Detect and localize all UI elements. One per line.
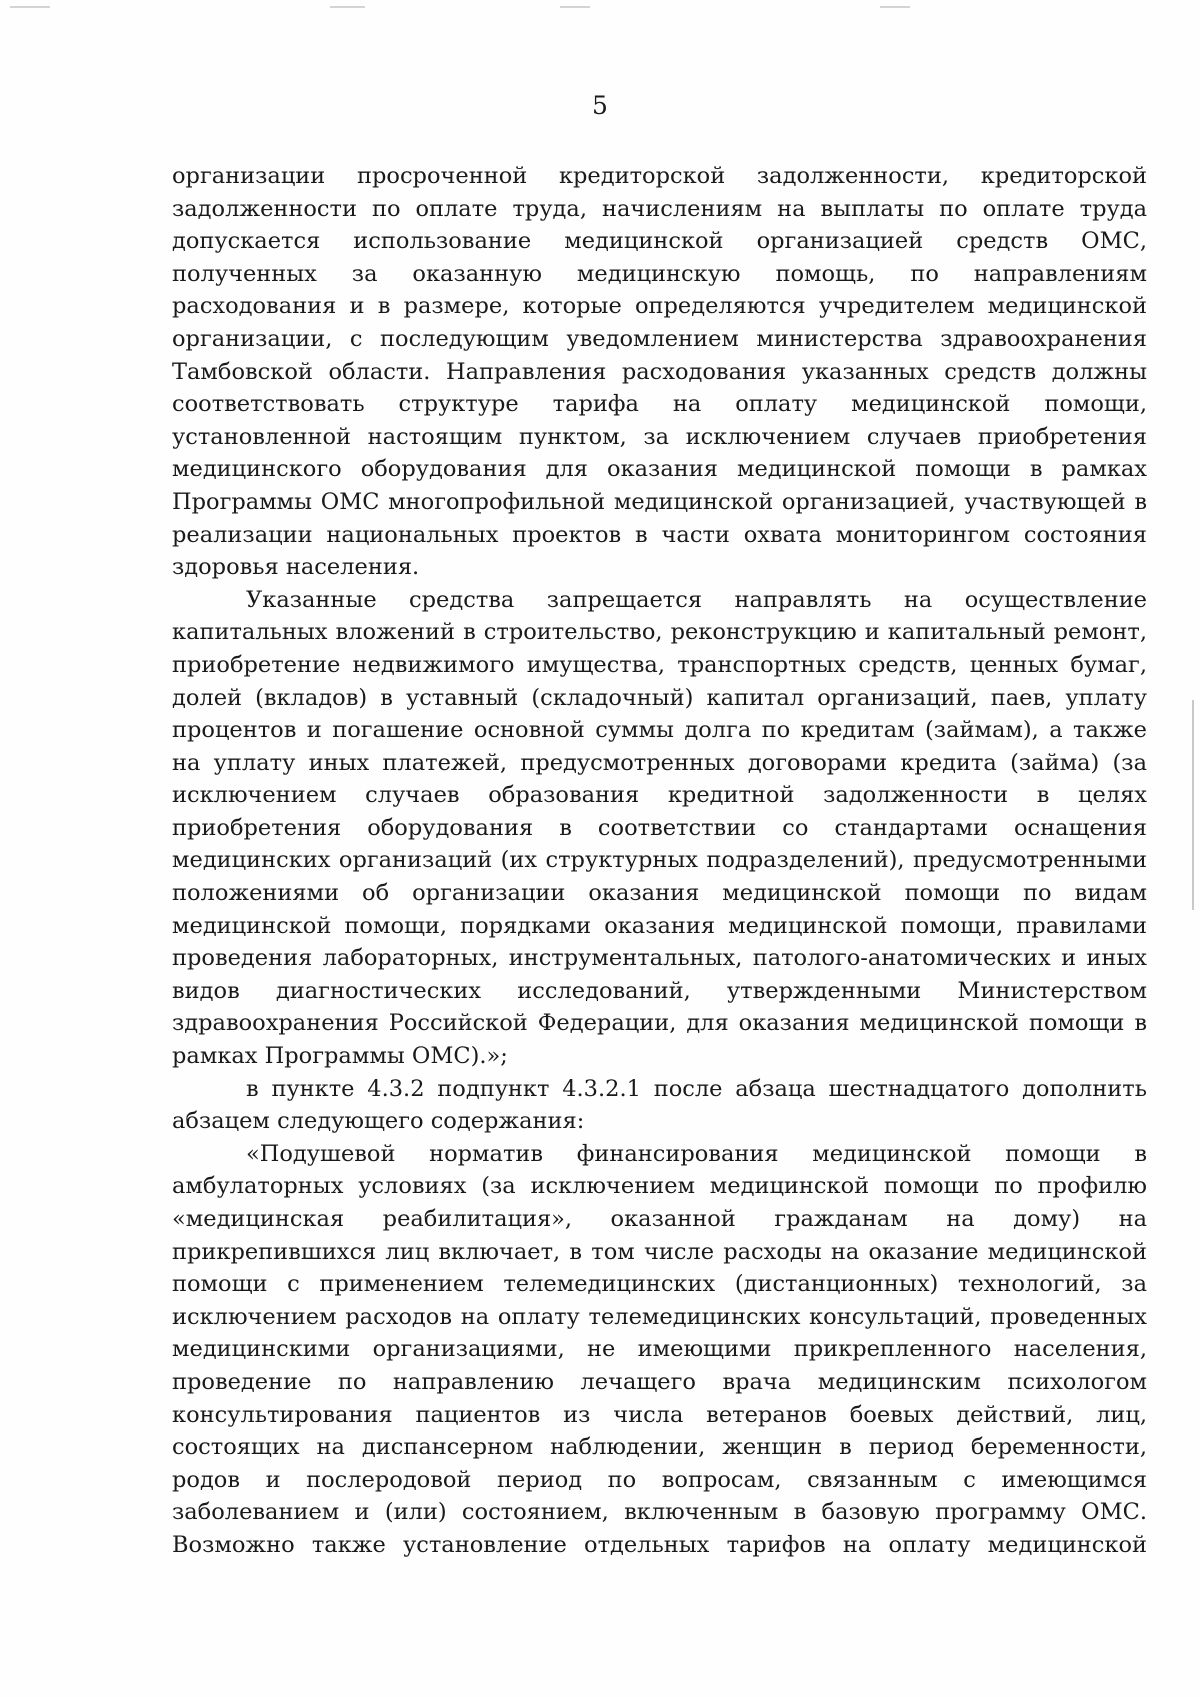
scan-artifact bbox=[560, 6, 590, 8]
page-number: 5 bbox=[592, 91, 608, 120]
paragraph-continuation: организации просроченной кредиторской задолженности, кредиторской задолженности по оплате труда, начислениям на выплаты по оплате труда допускается использование медицинской организацией средств ОМС, полученных за оказанную медицинскую помощь, по направлениям расходования и в размере, которые определяются учредителем медицинской организации, с последующим уведомлением министерства здравоохранения Тамбовской области. Направления расходования указанных средств должны соответствовать структуре тарифа на оплату медицинской помощи, установленной настоящим пунктом, за исключением случаев приобретения медицинского оборудования для оказания медицинской помощи в рамках Программы ОМС многопрофильной медицинской организацией, участвующей в реализации национальных проектов в части охвата мониторингом состояния здоровья населения. bbox=[172, 163, 1147, 581]
scan-artifact bbox=[330, 6, 365, 8]
paragraph-prohibition: Указанные средства запрещается направлять на осуществление капитальных вложений в строительство, реконструкцию и капитальный ремонт, приобретение недвижимого имущества, транспортных средств, ценных бумаг, долей (вкладов) в уставный (складочный) капитал организаций, паев, уплату процентов и погашение основной суммы долга по кредитам (займам), а также на уплату иных платежей, предусмотренных договорами кредита (займа) (за исключением случаев образования кредитной задолженности в целях приобретения оборудования в соответствии со стандартами оснащения медицинских организаций (их структурных подразделений), предусмотренными положениями об организации оказания медицинской помощи по видам медицинской помощи, порядками оказания медицинской помощи, правилами проведения лабораторных, инструментальных, патолого-анатомических и иных видов диагностических исследований, утвержденными Министерством здравоохранения Российской Федерации, для оказания медицинской помощи в рамках Программы ОМС).»; bbox=[172, 586, 1147, 1070]
scan-edge-mark bbox=[1192, 700, 1194, 910]
scan-artifact bbox=[10, 6, 50, 8]
paragraph-amendment-text: «Подушевой норматив финансирования медицинской помощи в амбулаторных условиях (за исключением медицинской помощи по профилю «медицинская реабилитация», оказанной гражданам на дому) на прикрепившихся лиц включает, в том числе расходы на оказание медицинской помощи с применением телемедицинских (дистанционных) технологий, за исключением расходов на оплату телемедицинских консультаций, проведенных медицинскими организациями, не имеющими прикрепленного населения, проведение по направлению лечащего врача медицинским психологом консультирования пациентов из числа ветеранов боевых действий, лиц, состоящих на диспансерном наблюдении, женщин в период беременности, родов и послеродовой период по вопросам, связанным с имеющимся заболеванием и (или) состоянием, включенным в базовую программу ОМС. Возможно также установление отдельных тарифов на оплату медицинской bbox=[172, 1140, 1147, 1558]
paragraph-amendment-instruction: в пункте 4.3.2 подпункт 4.3.2.1 после абзаца шестнадцатого дополнить абзацем следующего содержания: bbox=[172, 1075, 1147, 1135]
document-body bbox=[172, 160, 1147, 1562]
scan-artifact bbox=[880, 6, 910, 8]
